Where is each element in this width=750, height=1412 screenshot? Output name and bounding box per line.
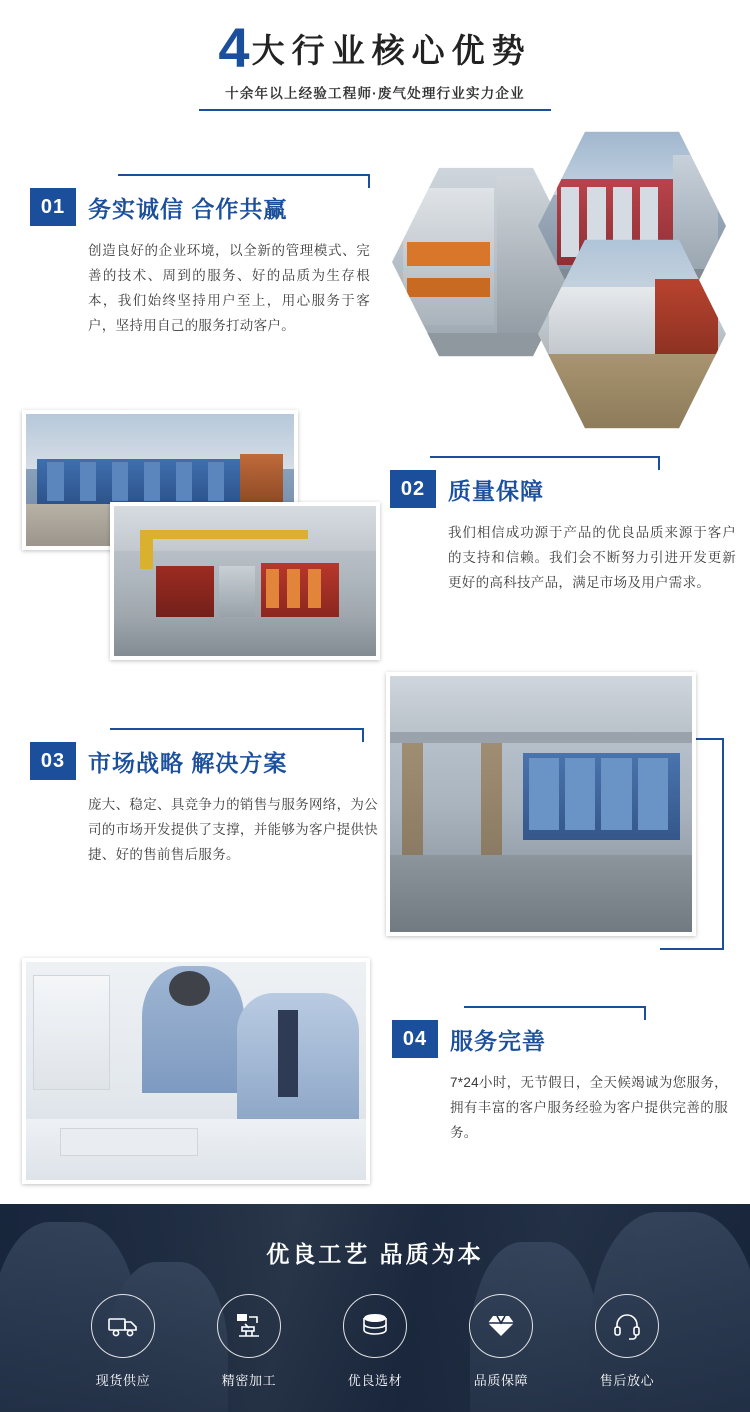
photo-workshop-hall <box>390 676 692 932</box>
section-02-photo-group <box>22 410 372 660</box>
footer-feature-list <box>0 1294 750 1389</box>
section-01-photo-group <box>392 128 732 400</box>
header-number: 4 <box>218 16 250 79</box>
section-04-title-row <box>392 1020 722 1058</box>
truck-icon <box>91 1294 155 1358</box>
page-header <box>0 16 750 111</box>
title-accent-line <box>430 456 660 470</box>
section-04-text <box>392 1020 728 1145</box>
section-01-number: 01 <box>30 188 76 226</box>
title-accent-line <box>464 1006 646 1020</box>
section-03-title: 市场战略 解决方案 <box>88 749 288 776</box>
page-title: 大行业核心优势 <box>251 32 532 69</box>
footer-band <box>0 1204 750 1412</box>
section-03-text <box>30 742 378 867</box>
headset-icon <box>595 1294 659 1358</box>
section-01-title-row <box>30 188 370 226</box>
footer-title: 优良工艺 品质为本 <box>266 1241 484 1267</box>
section-03-number: 03 <box>30 742 76 780</box>
footer-item-label: 精密加工 <box>221 1373 277 1388</box>
section-01-title: 务实诚信 合作共赢 <box>88 195 288 222</box>
header-divider <box>199 109 551 111</box>
section-02-photo-b <box>110 502 380 660</box>
footer-item-label: 现货供应 <box>95 1373 151 1388</box>
section-02-body: 我们相信成功源于产品的优良品质来源于客户的支持和信赖。我们会不断努力引进开发更新更好的高科技产品，满足市场及用户需求。 <box>448 525 736 590</box>
diamond-icon <box>469 1294 533 1358</box>
header-title-row <box>0 16 750 79</box>
section-04-number: 04 <box>392 1020 438 1058</box>
section-01-text <box>30 188 370 338</box>
photo-customer-service <box>26 962 366 1180</box>
footer-item-quality <box>451 1294 551 1389</box>
section-03-title-row <box>30 742 370 780</box>
machine-icon <box>217 1294 281 1358</box>
footer-item-material <box>325 1294 425 1389</box>
photo-catalytic-furnace <box>114 506 376 656</box>
footer-item-label: 优良选材 <box>347 1373 403 1388</box>
header-subtitle: 十余年以上经验工程师·废气处理行业实力企业 <box>225 86 525 101</box>
title-accent-line <box>110 728 364 742</box>
section-02-title: 质量保障 <box>448 477 544 504</box>
section-03-body: 庞大、稳定、具竞争力的销售与服务网络，为公司的市场开发提供了支撑，并能够为客户提供快捷、好的售前售后服务。 <box>88 797 378 862</box>
layers-icon <box>343 1294 407 1358</box>
footer-item-aftersales <box>577 1294 677 1389</box>
section-02-text <box>390 470 736 595</box>
footer-item-machining <box>199 1294 299 1389</box>
section-02-number: 02 <box>390 470 436 508</box>
title-accent-line <box>118 174 370 188</box>
section-04-body: 7*24小时，无节假日，全天候竭诚为您服务，拥有丰富的客户服务经验为客户提供完善的服务。 <box>450 1075 728 1140</box>
section-04-title: 服务完善 <box>450 1027 546 1054</box>
section-01-body: 创造良好的企业环境，以全新的管理模式、完善的技术、周到的服务、好的品质为生存根本，我们始终坚持用户至上，用心服务于客户，坚持用自己的服务打动客户。 <box>88 243 370 333</box>
section-04-photo <box>22 958 370 1184</box>
section-02-title-row <box>390 470 720 508</box>
footer-item-label: 品质保障 <box>473 1373 529 1388</box>
footer-item-supply <box>73 1294 173 1389</box>
footer-item-label: 售后放心 <box>599 1373 655 1388</box>
section-03-photo <box>386 672 696 936</box>
